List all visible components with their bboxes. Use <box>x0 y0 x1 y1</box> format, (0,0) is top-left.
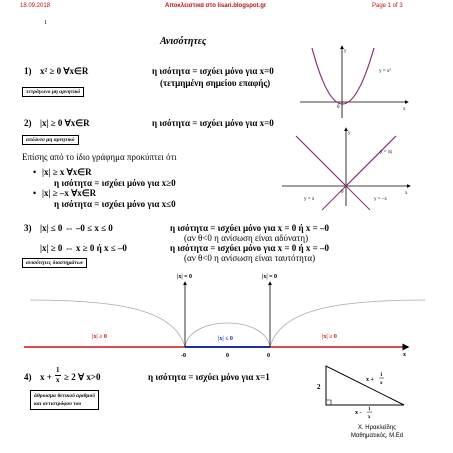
s3-line2-note: (αν θ<0 η ανίσωση είναι ταυτότητα) <box>184 253 316 263</box>
g3-eq-right: |x| = 0 <box>262 274 278 280</box>
triangle-hyp-a: x + <box>366 377 374 383</box>
signature-title: Μαθηματικός, M.Ed <box>350 433 404 439</box>
triangle-base-a: x - <box>355 410 362 416</box>
s3-line1-note: (αν θ<0 η ανίσωση είναι αδύνατη) <box>184 233 309 243</box>
s2-equality: η ισότητα = ισχύει μόνο για x=0 <box>152 118 274 128</box>
triangle-hyp-den: x <box>380 381 383 386</box>
header-date: 18.09.2018 <box>20 3 51 9</box>
g2-x-label: x <box>405 191 408 196</box>
g3-x-label: x <box>403 352 406 358</box>
s3-line1-eq: η ισότητα = ισχύει μόνο για x = 0 ή x = –0 <box>170 223 330 233</box>
triangle-base-den: x <box>368 415 371 420</box>
triangle-hyp-num: 1 <box>380 373 383 378</box>
g3-le: |x| ≤ 0 <box>218 336 233 342</box>
header-blog-link[interactable]: Αποκλειστικά στο lisari.blogspot.gr <box>165 3 267 9</box>
g1-y-label: y <box>344 49 347 54</box>
s2-bullet1-rule: |x| ≥ x ∀x∈R <box>42 167 92 177</box>
s2-bullet2-eq: η ισότητα = ισχύει μόνο για x≤0 <box>54 199 176 209</box>
s4-rule-a: x + <box>40 372 52 382</box>
page-index: 1 <box>44 20 47 26</box>
s2-box-label: απόλυτο μη αρνητικό <box>22 135 79 145</box>
g2-left-label: y = x <box>304 197 315 202</box>
g2-right-label: y = –x <box>374 197 387 202</box>
g3-tick-zero: 0 <box>226 353 229 359</box>
g1-curve-label: y = x² <box>379 69 391 74</box>
s1-rule: x² ≥ 0 ∀x∈R <box>40 66 89 76</box>
signature <box>336 424 418 440</box>
g3-ge-right: |x| ≥ 0 <box>322 334 337 340</box>
s3-line1: |x| ≤ 0 ⇔ –0 ≤ x ≤ 0 <box>40 223 113 233</box>
s2-also-text: Επίσης από το ίδιο γράφημα προκύπτει ότι <box>22 152 177 162</box>
s4-frac-num: 1 <box>56 366 60 374</box>
g2-origin: 0 <box>341 190 344 195</box>
g1-origin: 0 <box>337 105 340 110</box>
triangle-right-angle <box>326 400 331 405</box>
s2-bullet1-dot: • <box>33 167 37 177</box>
s4-number: 4) <box>24 372 32 382</box>
g3-tick-pos: 0 <box>267 353 270 359</box>
s2-bullet2-dot: • <box>33 188 37 198</box>
s3-line2: |x| ≥ 0 ⇔ x ≥ 0 ή x ≤ –0 <box>40 243 127 253</box>
s1-equality: η ισότητα = ισχύει μόνο για x=0 <box>152 66 274 76</box>
g2-y-label: y <box>348 131 351 136</box>
g2-top-label: y = |x| <box>380 150 393 155</box>
triangle-base-num: 1 <box>368 407 371 412</box>
s1-box-label: τετράγωνο μη αρνητικό <box>22 87 84 97</box>
g1-x-label: x <box>403 107 406 112</box>
signature-name: Χ. Ηρακλείδης <box>357 425 397 431</box>
s2-number: 2) <box>24 118 32 128</box>
s3-line2-eq: η ισότητα = ισχύει μόνο για x = 0 ή x = –0 <box>170 243 330 253</box>
g3-tick-neg: -0 <box>181 353 186 359</box>
s1-number: 1) <box>24 66 32 76</box>
triangle-shape <box>326 366 404 405</box>
s3-number: 3) <box>24 223 32 233</box>
s1-equality-note: (τετμημένη σημείου επαφής) <box>160 78 271 88</box>
s4-box-line1: άθροισμα θετικού αριθμού <box>34 393 95 399</box>
page-title: Ανισότητες <box>160 36 207 47</box>
s2-bullet2-rule: |x| ≥ –x ∀x∈R <box>42 188 97 198</box>
s4-equality: η ισότητα = ισχύει μόνο για x=1 <box>148 372 270 382</box>
s4-rule-b: ≥ 2 ∀ x>0 <box>64 372 101 382</box>
header-page-number: Page 1 of 3 <box>372 3 403 9</box>
s4-frac-den: x <box>56 376 60 384</box>
s2-rule: |x| ≥ 0 ∀x∈R <box>40 118 90 128</box>
triangle-side-left: 2 <box>317 383 321 391</box>
s3-box-label: ανισότητες διαστημάτων <box>22 258 87 268</box>
g3-eq-left: |x| = 0 <box>177 274 193 280</box>
s4-box-line2: και αντιστρόφου του <box>34 401 82 407</box>
g3-ge-left: |x| ≥ 0 <box>92 334 107 340</box>
s2-bullet1-eq: η ισότητα = ισχύει μόνο για x≥0 <box>54 178 176 188</box>
